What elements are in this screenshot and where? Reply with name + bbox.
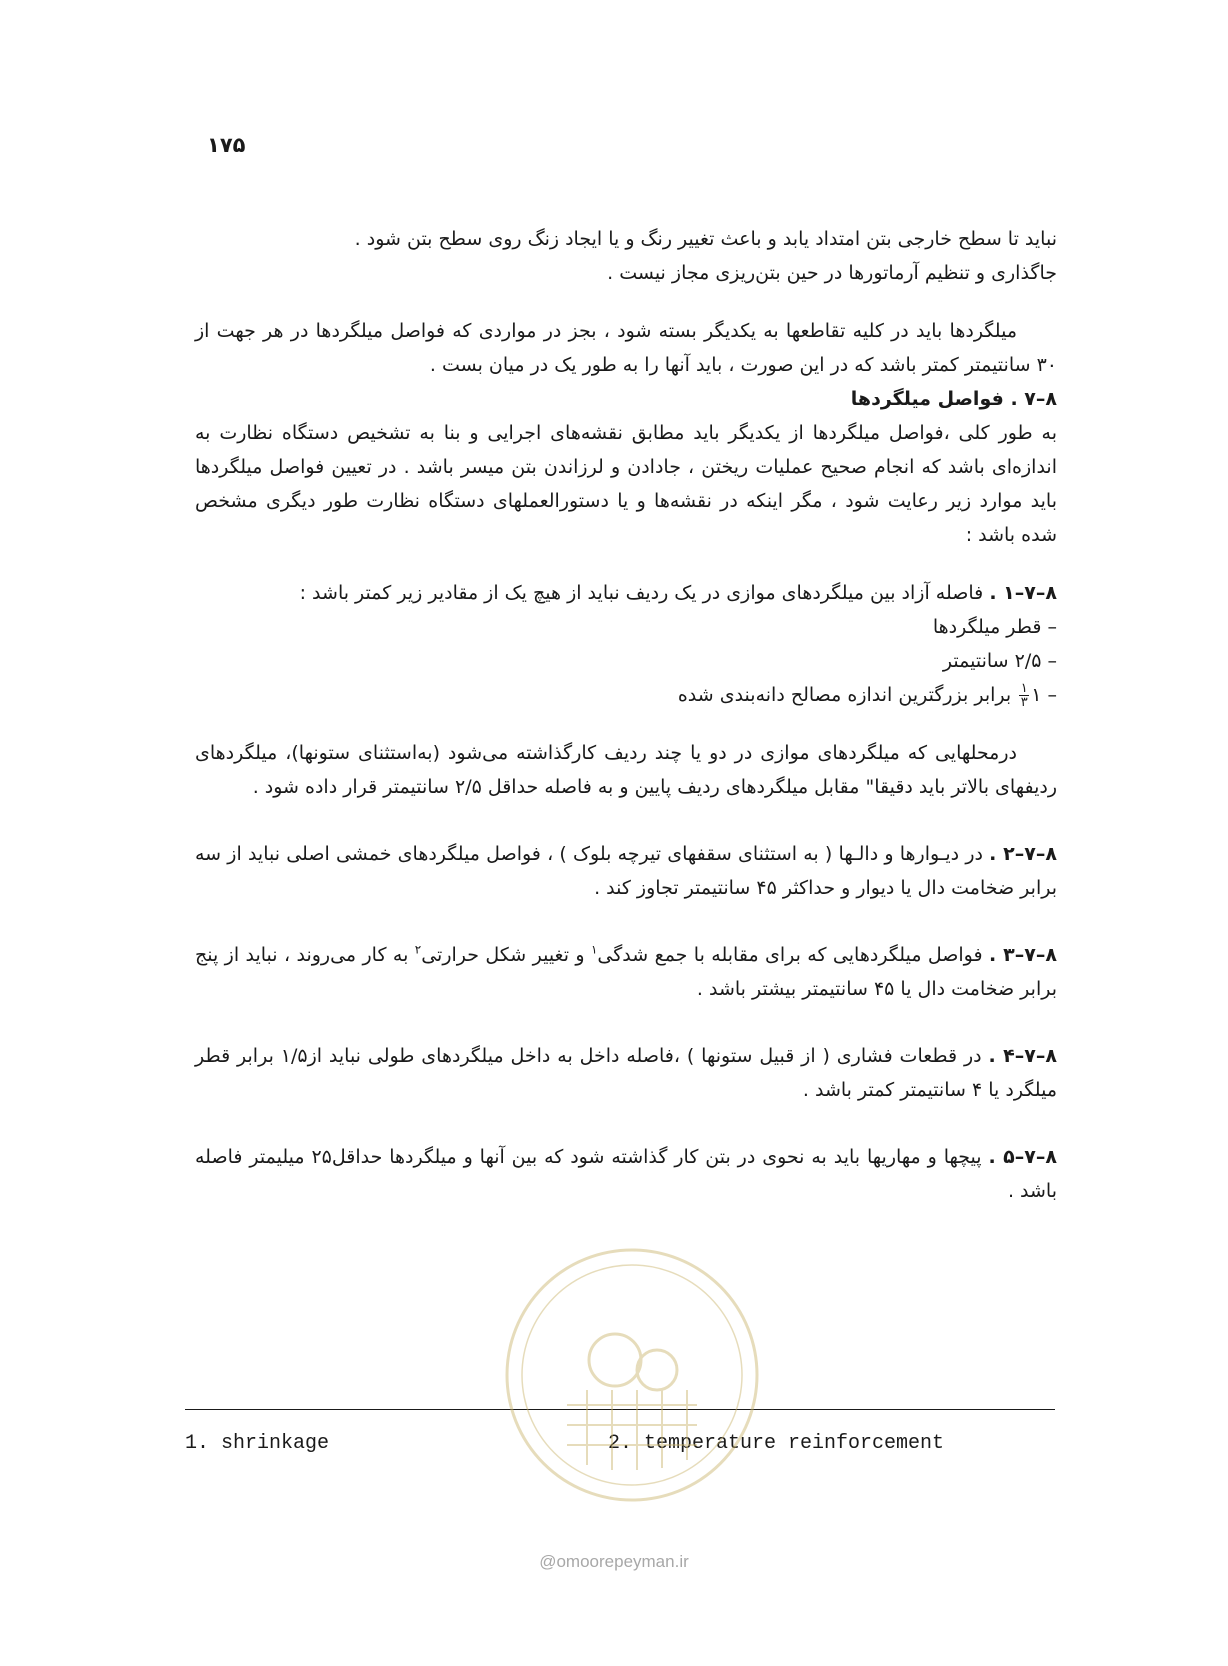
subsection-1 — [195, 576, 1057, 610]
subsection-5-number: ۸–۷–۵ . — [988, 1146, 1057, 1168]
subsection-3-number: ۸–۷–۳ . — [988, 944, 1057, 966]
section-heading — [195, 382, 1057, 416]
list-item-1: – قطر میلگردها — [932, 616, 1057, 638]
subsection-4-number: ۸–۷–۴ . — [988, 1045, 1057, 1067]
paragraph-3: به طور کلی ،فواصل میلگردها از یکدیگر باید مطابق نقشه‌های اجرایی و بنا به تشخیص دستگاه نظارت به اندازه‌ای باشد که انجام صحیح عملیات ریختن ، جادادن و لرزاندن بتن میسر باشد . در تعیین فواصل میلگردها باید موارد زیر رعایت شود ، مگر اینکه در نقشه‌ها و یا دستورالعملهای دستگاه نظارت طور دیگری مشخص شده باشد : — [195, 422, 1057, 546]
subsection-2 — [195, 837, 1057, 905]
footnote-2: 2. temperature reinforcement — [608, 1432, 945, 1455]
subsection-2-number: ۸–۷–۲ . — [989, 843, 1057, 865]
subsection-4 — [195, 1039, 1057, 1107]
subsection-4-text: در قطعات فشاری ( از قبیل ستونها ) ،فاصله داخل به داخل میلگردهای طولی نباید از۱/۵ برابر قطر میلگرد یا ۴ سانتیمتر کمتر باشد . — [195, 1045, 1057, 1101]
footnotes — [185, 1432, 1055, 1462]
document-body — [195, 222, 1057, 1208]
fraction-numerator: ۱ — [1020, 681, 1028, 696]
subsection-1-number: ۸–۷–۱ . — [989, 582, 1057, 604]
subsection-5 — [195, 1140, 1057, 1208]
paragraph-1-line-1: نباید تا سطح خارجی بتن امتداد یابد و باعث تغییر رنگ و یا ایجاد زنگ روی سطح بتن شود . — [354, 228, 1057, 250]
subsection-3-text-c: به کار می‌روند ، نباید از پنج برابر ضخامت دال یا ۴۵ سانتیمتر بیشتر باشد . — [195, 944, 1057, 1000]
footnote-1: 1. shrinkage — [185, 1432, 330, 1455]
paragraph-1 — [195, 222, 1057, 290]
section-heading-title: فواصل میلگردها — [850, 388, 1004, 410]
paragraph-2: میلگردها باید در کلیه تقاطعها به یکدیگر بسته شود ، بجز در مواردی که فواصل میلگردها در هر جهت از ۳۰ سانتیمتر کمتر باشد که در این صورت ، باید آنها را به طور یک در میان بست . — [195, 320, 1057, 376]
list-item-3-text: برابر بزرگترین اندازه مصالح دانه‌بندی شده — [677, 684, 1012, 706]
fraction-denominator: ۳ — [1020, 695, 1028, 710]
paragraph-1-line-2: جاگذاری و تنظیم آرماتورها در حین بتن‌ریزی مجاز نیست . — [607, 262, 1057, 284]
fraction-whole: ۱ — [1031, 684, 1042, 706]
list-item-2: – ۲/۵ سانتیمتر — [942, 650, 1057, 672]
mixed-fraction — [1017, 681, 1042, 710]
subsection-1-text: فاصله آزاد بین میلگردهای موازی در یک ردیف نباید از هیچ یک از مقادیر زیر کمتر باشد : — [299, 582, 984, 604]
subsection-3 — [195, 938, 1057, 1006]
section-heading-number: ۸–۷ . — [1010, 388, 1057, 410]
watermark-url: @omoorepeyman.ir — [539, 1552, 689, 1571]
subsection-3-text-b: و تغییر شکل حرارتی — [421, 944, 585, 966]
footnote-divider — [185, 1409, 1055, 1410]
list-item-3 — [195, 678, 1057, 712]
footnote-ref-1: ۱ — [590, 942, 598, 957]
watermark-seal-icon — [497, 1240, 767, 1510]
footnote-ref-2: ۲ — [414, 942, 422, 957]
subsection-2-text: در دیـوارها و دالـها ( به استثنای سقفهای تیرچه بلوک ) ، فواصل میلگردهای خمشی اصلی نباید از سه برابر ضخامت دال یا دیوار و حداکثر ۴۵ سانتیمتر تجاوز کند . — [195, 843, 1057, 899]
list-item-3-dash: – — [1047, 684, 1057, 706]
fraction — [1019, 682, 1029, 709]
subsection-3-text-a: فواصل میلگردهایی که برای مقابله با جمع شدگی — [597, 944, 983, 966]
paragraph-4: درمحلهایی که میلگردهای موازی در دو یا چند ردیف کارگذاشته می‌شود (به‌استثنای ستونها)، میلگردهای ردیفهای بالاتر باید دقیقا" مقابل میلگردهای ردیف پایین و به فاصله حداقل ۲/۵ سانتیمتر قرار داده شود . — [195, 742, 1057, 798]
page-number: ۱۷۵ — [207, 133, 246, 157]
subsection-5-text: پیچها و مهاریها باید به نحوی در بتن کار گذاشته شود که بین آنها و میلگردها حداقل۲۵ میلیمتر فاصله باشد . — [195, 1146, 1057, 1202]
